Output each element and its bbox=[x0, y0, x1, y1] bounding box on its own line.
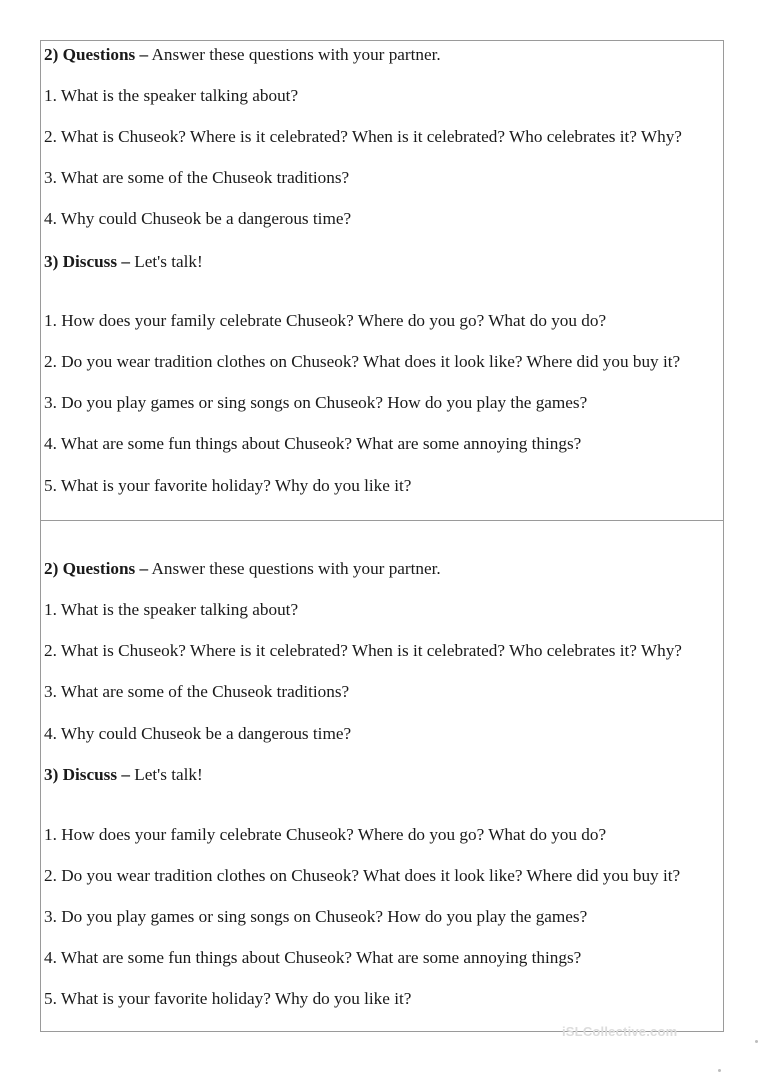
discuss-item-4: 4. What are some fun things about Chuseok? What are some annoying things? bbox=[44, 948, 582, 967]
question-2: 2. What is Chuseok? Where is it celebrated? When is it celebrated? Who celebrates it? Why? bbox=[44, 641, 682, 660]
discuss-item-1: 1. How does your family celebrate Chuseok? Where do you go? What do you do? bbox=[44, 825, 607, 844]
questions-instruction: Answer these questions with your partner. bbox=[151, 45, 441, 64]
question-2: 2. What is Chuseok? Where is it celebrated? When is it celebrated? Who celebrates it? Why? bbox=[44, 127, 682, 146]
worksheet-section-2 bbox=[41, 520, 723, 1031]
questions-instruction: Answer these questions with your partner. bbox=[151, 559, 441, 578]
question-3: 3. What are some of the Chuseok traditions? bbox=[44, 168, 350, 187]
question-1: 1. What is the speaker talking about? bbox=[44, 600, 299, 619]
discuss-item-2: 2. Do you wear tradition clothes on Chuseok? What does it look like? Where did you buy it? bbox=[44, 866, 681, 885]
watermark: iSLCollective.com bbox=[562, 1024, 678, 1039]
worksheet bbox=[40, 40, 724, 1032]
discuss-heading: 3) Discuss – bbox=[44, 252, 130, 271]
discuss-item-5: 5. What is your favorite holiday? Why do you like it? bbox=[44, 989, 412, 1008]
discuss-heading: 3) Discuss – bbox=[44, 765, 130, 784]
question-4: 4. Why could Chuseok be a dangerous time? bbox=[44, 724, 352, 743]
discuss-item-2: 2. Do you wear tradition clothes on Chuseok? What does it look like? Where did you buy it? bbox=[44, 352, 681, 371]
questions-heading-line bbox=[44, 44, 723, 66]
decorative-dot bbox=[718, 1069, 721, 1072]
decorative-dot bbox=[755, 1040, 758, 1043]
question-4: 4. Why could Chuseok be a dangerous time? bbox=[44, 209, 352, 228]
discuss-heading-line bbox=[44, 251, 723, 273]
discuss-instruction: Let's talk! bbox=[134, 252, 203, 271]
discuss-item-5: 5. What is your favorite holiday? Why do you like it? bbox=[44, 476, 412, 495]
questions-heading: 2) Questions – bbox=[44, 45, 149, 64]
discuss-item-3: 3. Do you play games or sing songs on Chuseok? How do you play the games? bbox=[44, 393, 588, 412]
questions-heading: 2) Questions – bbox=[44, 559, 149, 578]
worksheet-section-1 bbox=[41, 41, 723, 521]
question-3: 3. What are some of the Chuseok traditions? bbox=[44, 682, 350, 701]
discuss-heading-line bbox=[44, 764, 723, 786]
question-1: 1. What is the speaker talking about? bbox=[44, 86, 299, 105]
discuss-item-3: 3. Do you play games or sing songs on Chuseok? How do you play the games? bbox=[44, 907, 588, 926]
discuss-item-4: 4. What are some fun things about Chuseok? What are some annoying things? bbox=[44, 434, 582, 453]
questions-heading-line bbox=[44, 558, 723, 580]
discuss-instruction: Let's talk! bbox=[134, 765, 203, 784]
discuss-item-1: 1. How does your family celebrate Chuseok? Where do you go? What do you do? bbox=[44, 311, 607, 330]
